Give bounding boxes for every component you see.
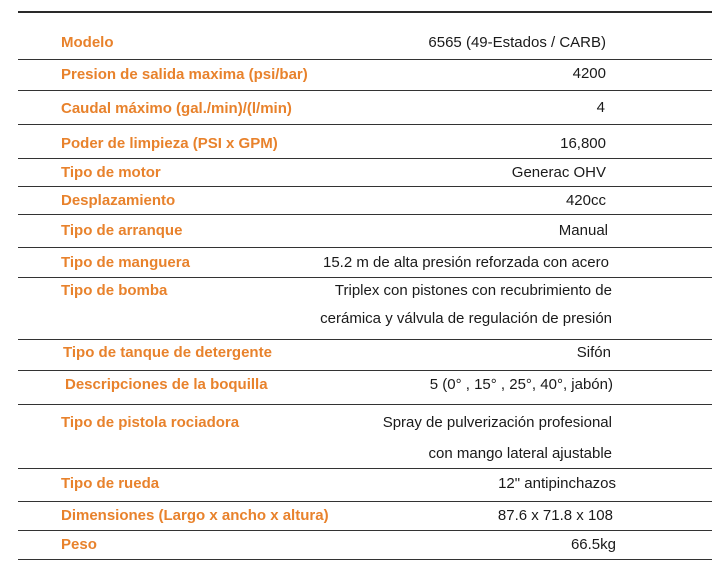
spec-value-peso: 66.5kg [570, 536, 616, 553]
spec-value-presion: 4200 [572, 65, 606, 82]
spec-value-pistola-line1: Spray de pulverización profesional [382, 414, 612, 431]
spec-label-manguera: Tipo de manguera [61, 254, 190, 271]
spec-label-pistola: Tipo de pistola rociadora [61, 414, 240, 431]
spec-value-bomba-line2: cerámica y válvula de regulación de presión [320, 310, 612, 327]
spec-value-motor: Generac OHV [511, 164, 606, 181]
spec-value-arranque: Manual [558, 222, 608, 239]
spec-label-peso: Peso [61, 536, 97, 553]
spec-value-boquilla: 5 (0° , 15° , 25°, 40°, jabón) [429, 376, 613, 393]
spec-label-bomba: Tipo de bomba [61, 282, 168, 299]
spec-label-tanque: Tipo de tanque de detergente [63, 344, 272, 361]
spec-label-desplazamiento: Desplazamiento [61, 192, 176, 209]
spec-label-caudal: Caudal máximo (gal./min)/(l/min) [61, 100, 292, 117]
spec-value-manguera: 15.2 m de alta presión reforzada con acero [322, 254, 609, 271]
spec-label-presion: Presion de salida maxima (psi/bar) [61, 66, 308, 83]
spec-label-modelo: Modelo [61, 34, 114, 51]
spec-label-boquilla: Descripciones de la boquilla [65, 376, 268, 393]
spec-label-rueda: Tipo de rueda [61, 475, 160, 492]
spec-value-caudal: 4 [596, 99, 605, 116]
spec-label-motor: Tipo de motor [61, 164, 161, 181]
spec-label-arranque: Tipo de arranque [61, 222, 183, 239]
spec-value-modelo: 6565 (49-Estados / CARB) [428, 34, 606, 51]
spec-row-modelo [18, 13, 712, 60]
spec-value-desplazamiento: 420cc [565, 192, 606, 209]
spec-value-dimensiones: 87.6 x 71.8 x 108 [497, 507, 613, 524]
spec-value-rueda: 12" antipinchazos [498, 475, 616, 492]
spec-value-tanque: Sifón [576, 344, 611, 361]
spec-label-poder: Poder de limpieza (PSI x GPM) [61, 135, 278, 152]
spec-value-poder: 16,800 [560, 135, 606, 152]
spec-value-pistola-line2: con mango lateral ajustable [428, 445, 612, 462]
spec-value-bomba-line1: Triplex con pistones con recubrimiento de [334, 282, 612, 299]
spec-label-dimensiones: Dimensiones (Largo x ancho x altura) [61, 507, 329, 524]
